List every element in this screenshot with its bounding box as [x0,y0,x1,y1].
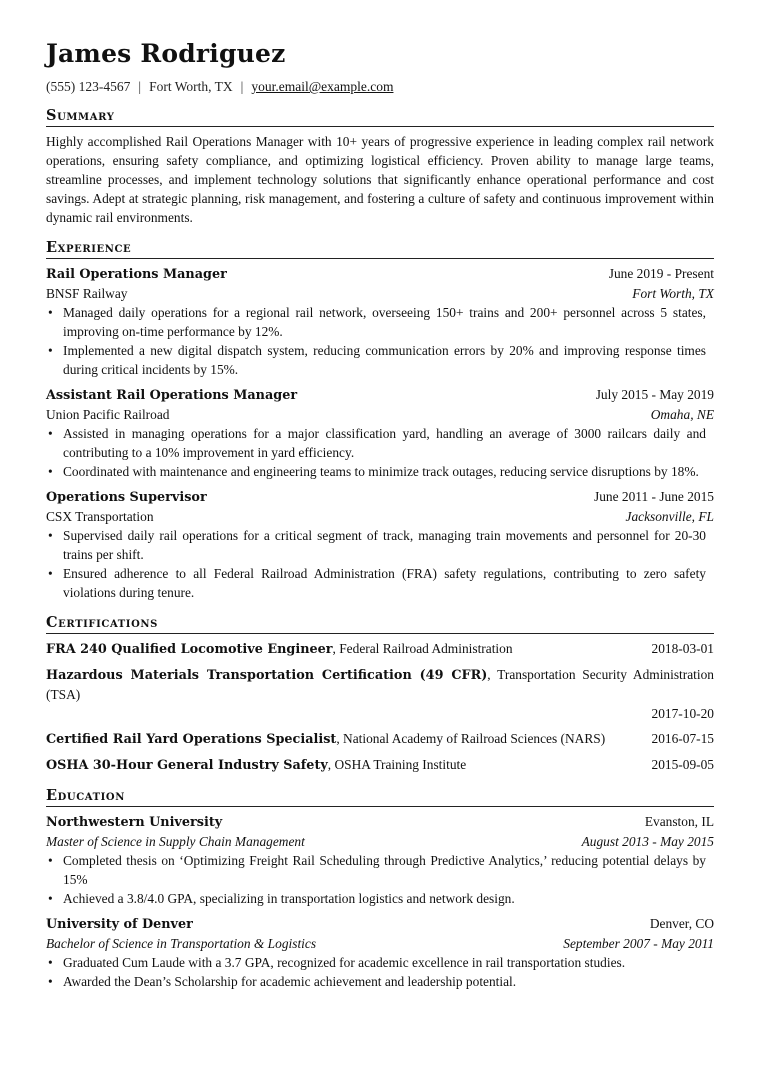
education-bullets [46,851,714,908]
job-dates: June 2019 - Present [608,266,714,281]
section-title: Summary [46,107,714,127]
school-name: University of Denver [46,917,193,932]
certification-name: Certified Rail Yard Operations Specialist [46,732,337,747]
degree: Bachelor of Science in Transportation & Logistics [46,936,317,951]
list-item: • Supervised daily rail operations for a critical segment of track, managing train movements and personnel for 20-30 trains per shift. [63,526,714,564]
job-bullets [46,424,714,481]
job-dates: June 2011 - June 2015 [593,489,714,504]
certification-item [46,729,714,749]
certification-name: FRA 240 Qualified Locomotive Engineer [46,642,333,657]
job-location: Fort Worth, TX [632,286,714,301]
location: Fort Worth, TX [149,79,233,94]
separator: | [240,79,244,94]
certification-name: OSHA 30-Hour General Industry Safety [46,758,328,773]
certification-item [46,665,714,723]
list-item: • Managed daily operations for a regional rail network, overseeing 150+ trains and 200+ personnel across 5 states, improving on-time performance by 12%. [63,303,714,341]
job-title: Operations Supervisor [46,490,207,505]
school-location: Evanston, IL [644,814,714,829]
certification-date: 2017-10-20 [651,706,714,721]
job-dates: July 2015 - May 2019 [595,387,714,402]
list-item: • Ensured adherence to all Federal Railroad Administration (FRA) safety regulations, contributing to zero safety violations during tenure. [63,564,714,602]
company: BNSF Railway [46,286,128,301]
experience-section [46,239,714,602]
summary-section [46,107,714,227]
section-title: Certifications [46,614,714,634]
job-entry [46,487,714,602]
list-item: • Awarded the Dean’s Scholarship for academic achievement and leadership potential. [63,972,714,991]
education-bullets [46,953,714,991]
certification-date: 2016-07-15 [651,731,714,746]
list-item: • Implemented a new digital dispatch system, reducing communication errors by 20% and improving response times during critical incidents by 15%. [63,341,714,379]
education-section [46,787,714,991]
job-location: Jacksonville, FL [625,509,714,524]
education-dates: September 2007 - May 2011 [563,936,714,951]
job-bullets [46,303,714,379]
separator: | [138,79,142,94]
education-dates: August 2013 - May 2015 [581,834,714,849]
list-item: • Achieved a 3.8/4.0 GPA, specializing in transportation logistics and network design. [63,889,714,908]
job-location: Omaha, NE [650,407,714,422]
job-title: Rail Operations Manager [46,267,227,282]
list-item: • Coordinated with maintenance and engineering teams to minimize track outages, reducing service disruptions by 18%. [63,462,714,481]
list-item: • Graduated Cum Laude with a 3.7 GPA, recognized for academic excellence in rail transportation studies. [63,953,714,972]
list-item: • Completed thesis on ‘Optimizing Freight Rail Scheduling through Predictive Analytics,’ reducing potential delays by 15% [63,851,714,889]
certification-issuer: , Transportation Security Administration (TSA) [46,667,714,702]
section-title: Education [46,787,714,807]
degree: Master of Science in Supply Chain Management [46,834,305,849]
education-entry [46,812,714,908]
summary-text: Highly accomplished Rail Operations Manager with 10+ years of progressive experience in leading complex rail network operations, ensuring safety compliance, and optimizing logistical efficiency. Proven ability to manage large teams, streamline processes, and implement technology solutions that significantly enhance operational performance and cost savings. Adept at strategic planning, risk management, and fostering a culture of safety and continuous improvement within dynamic rail environments. [46,134,714,225]
certification-item [46,639,714,659]
phone: (555) 123-4567 [46,79,131,94]
certification-date: 2015-09-05 [651,757,714,772]
certification-issuer: , OSHA Training Institute [327,757,467,772]
candidate-name: James Rodriguez [46,39,286,68]
certification-name: Hazardous Materials Transportation Certification (49 CFR) [46,668,488,683]
certification-item [46,755,714,775]
job-bullets [46,526,714,602]
job-title: Assistant Rail Operations Manager [46,388,298,403]
job-entry [46,385,714,481]
certifications-section [46,614,714,775]
certification-issuer: , National Academy of Railroad Sciences (NARS) [336,731,606,746]
section-title: Experience [46,239,714,259]
school-name: Northwestern University [46,815,223,830]
certification-date: 2018-03-01 [651,641,714,656]
certification-issuer: , Federal Railroad Administration [332,641,513,656]
school-location: Denver, CO [649,916,714,931]
email-link[interactable]: your.email@example.com [251,79,394,94]
education-entry [46,914,714,991]
job-entry [46,264,714,379]
list-item: • Assisted in managing operations for a major classification yard, handling an average of 3000 railcars daily and contributing to a 10% improvement in yard efficiency. [63,424,714,462]
company: Union Pacific Railroad [46,407,170,422]
contact-line [46,78,714,95]
company: CSX Transportation [46,509,154,524]
